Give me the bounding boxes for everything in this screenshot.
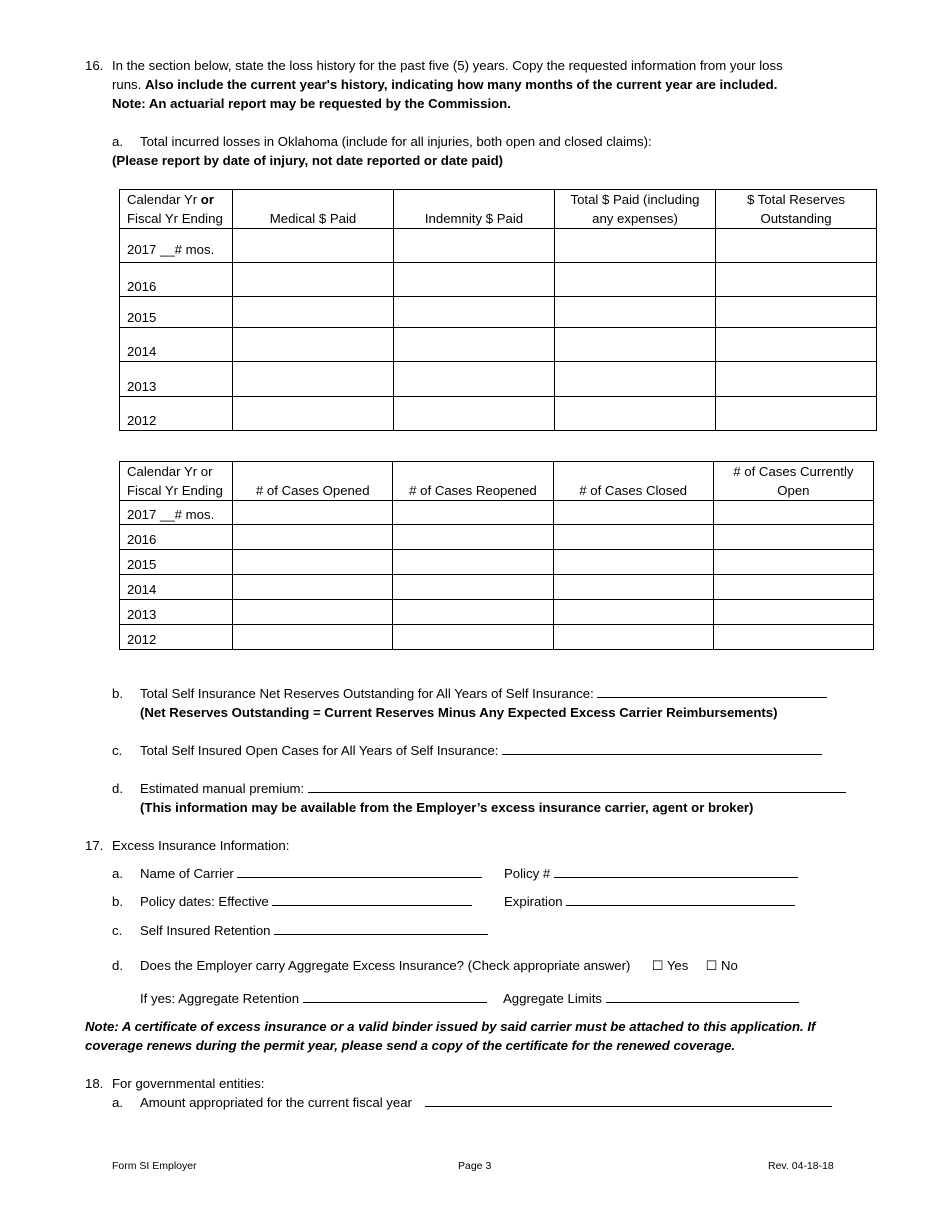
table-row bbox=[120, 263, 877, 297]
q17-number: 17. bbox=[85, 838, 104, 853]
q16-number: 16. bbox=[85, 58, 104, 73]
q16-line2 bbox=[112, 75, 872, 94]
case-count-table bbox=[119, 461, 874, 650]
medical-paid-cell[interactable] bbox=[233, 328, 394, 362]
q17-title: Excess Insurance Information: bbox=[112, 838, 290, 853]
q16b-note: (Net Reserves Outstanding = Current Reserves Minus Any Expected Excess Carrier Reimbursements) bbox=[140, 705, 778, 720]
row-year: 2014 bbox=[120, 575, 233, 600]
no-checkbox[interactable]: ☐ bbox=[705, 959, 718, 974]
reserves-cell[interactable] bbox=[716, 297, 877, 328]
net-reserves-field[interactable] bbox=[597, 684, 827, 698]
table-row bbox=[120, 550, 874, 575]
cases-open-cell[interactable] bbox=[713, 600, 873, 625]
table-row bbox=[120, 397, 877, 431]
reserves-cell[interactable] bbox=[716, 397, 877, 431]
q17b-line bbox=[140, 892, 472, 911]
indemnity-paid-cell[interactable] bbox=[394, 297, 555, 328]
indemnity-paid-cell[interactable] bbox=[394, 263, 555, 297]
q17a-policy bbox=[504, 864, 798, 883]
q17a-letter: a. bbox=[112, 866, 123, 881]
q16b-line bbox=[140, 684, 827, 703]
table-row bbox=[120, 362, 877, 397]
total-paid-cell[interactable] bbox=[555, 229, 716, 263]
aggregate-limits-field[interactable] bbox=[606, 989, 799, 1003]
reserves-cell[interactable] bbox=[716, 263, 877, 297]
q16d-text: Estimated manual premium: bbox=[140, 781, 305, 796]
cases-reopened-cell[interactable] bbox=[393, 600, 553, 625]
q16-line1: In the section below, state the loss history for the past five (5) years. Copy the requested information from your loss bbox=[112, 58, 783, 73]
excess-note-line2: coverage renews during the permit year, please send a copy of the certificate for the renewed coverage. bbox=[85, 1038, 736, 1053]
indemnity-paid-cell[interactable] bbox=[394, 397, 555, 431]
q16-line2-pre: runs. bbox=[112, 77, 142, 92]
q17b-expiration bbox=[504, 892, 795, 911]
self-insured-retention-field[interactable] bbox=[274, 921, 488, 935]
excess-note-line1: Note: A certificate of excess insurance or a valid binder issued by said carrier must be attached to this application. If bbox=[85, 1019, 816, 1034]
reserves-cell[interactable] bbox=[716, 362, 877, 397]
indemnity-paid-cell[interactable] bbox=[394, 229, 555, 263]
medical-paid-cell[interactable] bbox=[233, 362, 394, 397]
indemnity-paid-cell[interactable] bbox=[394, 362, 555, 397]
total-paid-cell[interactable] bbox=[555, 297, 716, 328]
policy-label: Policy # bbox=[504, 866, 551, 881]
cases-opened-cell[interactable] bbox=[233, 625, 393, 650]
aggregate-retention-line bbox=[140, 989, 487, 1008]
q18a-letter: a. bbox=[112, 1095, 123, 1110]
yes-label: Yes bbox=[666, 958, 689, 973]
cases-opened-cell[interactable] bbox=[233, 600, 393, 625]
cases-closed-cell[interactable] bbox=[553, 600, 713, 625]
header-calendar-yr: Calendar Yr or Fiscal Yr Ending bbox=[120, 190, 233, 229]
q17c-letter: c. bbox=[112, 923, 123, 938]
cases-open-cell[interactable] bbox=[713, 575, 873, 600]
table-row bbox=[120, 525, 874, 550]
aggregate-question: Does the Employer carry Aggregate Excess Insurance? (Check appropriate answer) bbox=[140, 958, 631, 973]
q17d-line bbox=[140, 956, 738, 976]
carrier-name-field[interactable] bbox=[237, 864, 482, 878]
q16d-letter: d. bbox=[112, 781, 123, 796]
policy-number-field[interactable] bbox=[554, 864, 798, 878]
cases-reopened-cell[interactable] bbox=[393, 550, 553, 575]
header-total-paid: Total $ Paid (including any expenses) bbox=[555, 190, 716, 229]
cases-closed-cell[interactable] bbox=[553, 625, 713, 650]
cases-open-cell[interactable] bbox=[713, 525, 873, 550]
yes-checkbox[interactable]: ☐ bbox=[651, 959, 664, 974]
medical-paid-cell[interactable] bbox=[233, 263, 394, 297]
row-year: 2012 bbox=[120, 397, 233, 431]
policy-dates-label: Policy dates: Effective bbox=[140, 894, 269, 909]
table-header-row bbox=[120, 190, 877, 229]
row-year: 2017 __# mos. bbox=[120, 501, 233, 525]
expiration-label: Expiration bbox=[504, 894, 563, 909]
header-medical-paid: Medical $ Paid bbox=[233, 190, 394, 229]
medical-paid-cell[interactable] bbox=[233, 229, 394, 263]
q18a-line bbox=[140, 1093, 832, 1112]
q16a-text: Total incurred losses in Oklahoma (include for all injuries, both open and closed claims): bbox=[140, 134, 652, 149]
effective-date-field[interactable] bbox=[272, 892, 472, 906]
q16-note: Note: An actuarial report may be requested by the Commission. bbox=[112, 96, 511, 111]
cases-open-cell[interactable] bbox=[713, 625, 873, 650]
q17b-letter: b. bbox=[112, 894, 123, 909]
appropriated-amount-field[interactable] bbox=[425, 1093, 832, 1107]
row-year: 2017 __# mos. bbox=[120, 229, 233, 263]
header-indemnity-paid: Indemnity $ Paid bbox=[394, 190, 555, 229]
cases-open-cell[interactable] bbox=[713, 501, 873, 525]
q16c-text: Total Self Insured Open Cases for All Years of Self Insurance: bbox=[140, 743, 499, 758]
row-year: 2016 bbox=[120, 525, 233, 550]
indemnity-paid-cell[interactable] bbox=[394, 328, 555, 362]
header-cases-closed: # of Cases Closed bbox=[553, 462, 713, 501]
row-year: 2013 bbox=[120, 600, 233, 625]
cases-open-cell[interactable] bbox=[713, 550, 873, 575]
total-paid-cell[interactable] bbox=[555, 263, 716, 297]
cases-reopened-cell[interactable] bbox=[393, 525, 553, 550]
table-row bbox=[120, 600, 874, 625]
q16a-letter: a. bbox=[112, 134, 123, 149]
reserves-cell[interactable] bbox=[716, 229, 877, 263]
carrier-label: Name of Carrier bbox=[140, 866, 234, 881]
aggregate-retention-label: If yes: Aggregate Retention bbox=[140, 991, 300, 1006]
table-row bbox=[120, 625, 874, 650]
q16c-letter: c. bbox=[112, 743, 123, 758]
cases-reopened-cell[interactable] bbox=[393, 625, 553, 650]
open-cases-field[interactable] bbox=[502, 741, 822, 755]
loss-history-table bbox=[119, 189, 877, 431]
no-label: No bbox=[721, 958, 738, 973]
table-header-row bbox=[120, 462, 874, 501]
cases-closed-cell[interactable] bbox=[553, 575, 713, 600]
aggregate-retention-field[interactable] bbox=[303, 989, 487, 1003]
cases-opened-cell[interactable] bbox=[233, 525, 393, 550]
q18-title: For governmental entities: bbox=[112, 1076, 265, 1091]
cases-opened-cell[interactable] bbox=[233, 575, 393, 600]
footer-form-name: Form SI Employer bbox=[112, 1160, 197, 1172]
header-cases-reopened: # of Cases Reopened bbox=[393, 462, 553, 501]
aggregate-limits-label: Aggregate Limits bbox=[503, 991, 602, 1006]
row-year: 2015 bbox=[120, 297, 233, 328]
aggregate-limits-line bbox=[503, 989, 799, 1008]
table-row bbox=[120, 575, 874, 600]
q16b-text: Total Self Insurance Net Reserves Outstanding for All Years of Self Insurance: bbox=[140, 686, 594, 701]
row-year: 2012 bbox=[120, 625, 233, 650]
sir-label: Self Insured Retention bbox=[140, 923, 271, 938]
total-paid-cell[interactable] bbox=[555, 328, 716, 362]
cases-opened-cell[interactable] bbox=[233, 550, 393, 575]
cases-closed-cell[interactable] bbox=[553, 550, 713, 575]
expiration-date-field[interactable] bbox=[566, 892, 795, 906]
appropriated-label: Amount appropriated for the current fiscal year bbox=[140, 1095, 412, 1110]
medical-paid-cell[interactable] bbox=[233, 297, 394, 328]
total-paid-cell[interactable] bbox=[555, 397, 716, 431]
q16d-line bbox=[140, 779, 846, 798]
header-cases-open: # of Cases Currently Open bbox=[713, 462, 873, 501]
manual-premium-field[interactable] bbox=[308, 779, 846, 793]
q16c-line bbox=[140, 741, 822, 760]
row-year: 2014 bbox=[120, 328, 233, 362]
header-total-reserves: $ Total Reserves Outstanding bbox=[716, 190, 877, 229]
header-cases-opened: # of Cases Opened bbox=[233, 462, 393, 501]
row-year: 2013 bbox=[120, 362, 233, 397]
total-paid-cell[interactable] bbox=[555, 362, 716, 397]
footer-page-number: Page 3 bbox=[458, 1160, 492, 1172]
q16b-letter: b. bbox=[112, 686, 123, 701]
header-calendar-yr: Calendar Yr or Fiscal Yr Ending bbox=[120, 462, 233, 501]
reserves-cell[interactable] bbox=[716, 328, 877, 362]
medical-paid-cell[interactable] bbox=[233, 397, 394, 431]
row-year: 2016 bbox=[120, 263, 233, 297]
q17c-line bbox=[140, 921, 488, 940]
table-row bbox=[120, 229, 877, 263]
row-year: 2015 bbox=[120, 550, 233, 575]
cases-closed-cell[interactable] bbox=[553, 525, 713, 550]
cases-closed-cell[interactable] bbox=[553, 501, 713, 525]
table-row bbox=[120, 501, 874, 525]
q18-number: 18. bbox=[85, 1076, 104, 1091]
footer-revision: Rev. 04-18-18 bbox=[768, 1160, 834, 1172]
q16-line2-bold: Also include the current year's history, indicating how many months of the current year are included. bbox=[145, 77, 778, 92]
q16a-note: (Please report by date of injury, not date reported or date paid) bbox=[112, 153, 504, 168]
cases-reopened-cell[interactable] bbox=[393, 501, 553, 525]
cases-reopened-cell[interactable] bbox=[393, 575, 553, 600]
cases-opened-cell[interactable] bbox=[233, 501, 393, 525]
q17a-line bbox=[140, 864, 482, 883]
q16d-note: (This information may be available from the Employer’s excess insurance carrier, agent or broker) bbox=[140, 800, 754, 815]
table-row bbox=[120, 297, 877, 328]
table-row bbox=[120, 328, 877, 362]
q17d-letter: d. bbox=[112, 958, 123, 973]
